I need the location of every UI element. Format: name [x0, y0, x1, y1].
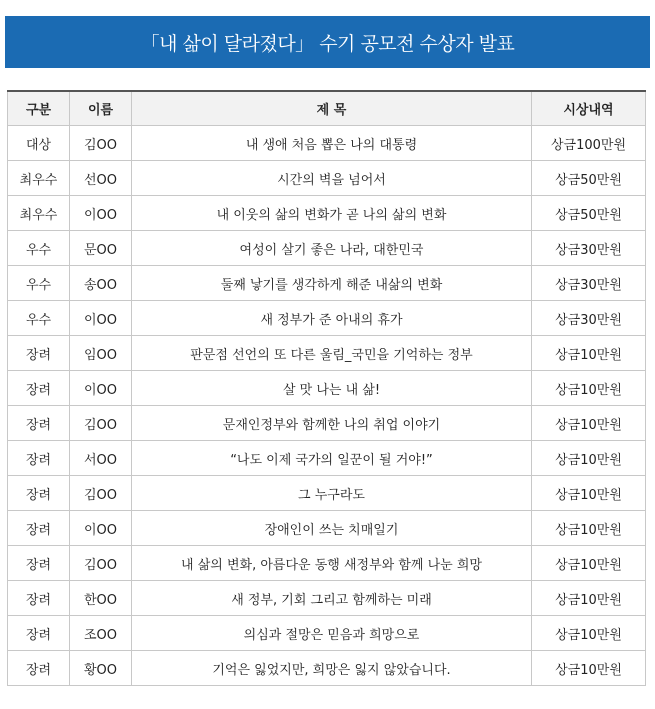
cell-name: 김OO: [70, 546, 132, 581]
table-row: [8, 616, 646, 651]
cell-prize: 상금10만원: [532, 476, 646, 511]
cell-title: 기억은 잃었지만, 희망은 잃지 않았습니다.: [132, 651, 532, 686]
cell-title: 내 생애 처음 뽑은 나의 대통령: [132, 126, 532, 161]
cell-title: 새 정부, 기회 그리고 함께하는 미래: [132, 581, 532, 616]
table-header-row: [8, 91, 646, 126]
cell-prize: 상금10만원: [532, 616, 646, 651]
cell-grade: 최우수: [8, 196, 70, 231]
cell-grade: 최우수: [8, 161, 70, 196]
column-header-prize: 시상내역: [532, 91, 646, 126]
table-header: [8, 91, 646, 126]
table-row: [8, 371, 646, 406]
cell-prize: 상금10만원: [532, 441, 646, 476]
cell-name: 임OO: [70, 336, 132, 371]
cell-name: 이OO: [70, 301, 132, 336]
column-header-name: 이름: [70, 91, 132, 126]
table-row: [8, 406, 646, 441]
cell-prize: 상금10만원: [532, 546, 646, 581]
cell-grade: 장려: [8, 581, 70, 616]
cell-title: “나도 이제 국가의 일꾼이 될 거야!”: [132, 441, 532, 476]
cell-grade: 장려: [8, 511, 70, 546]
cell-name: 김OO: [70, 126, 132, 161]
cell-title: 시간의 벽을 넘어서: [132, 161, 532, 196]
cell-grade: 우수: [8, 301, 70, 336]
cell-title: 살 맛 나는 내 삶!: [132, 371, 532, 406]
cell-name: 김OO: [70, 476, 132, 511]
cell-prize: 상금10만원: [532, 651, 646, 686]
winners-table: [7, 90, 646, 686]
page-title: 「내 삶이 달라졌다」 수기 공모전 수상자 발표: [140, 32, 515, 55]
table-row: [8, 441, 646, 476]
cell-prize: 상금30만원: [532, 231, 646, 266]
cell-prize: 상금100만원: [532, 126, 646, 161]
table-row: [8, 336, 646, 371]
cell-grade: 장려: [8, 546, 70, 581]
cell-grade: 대상: [8, 126, 70, 161]
cell-name: 선OO: [70, 161, 132, 196]
cell-prize: 상금30만원: [532, 266, 646, 301]
cell-grade: 장려: [8, 476, 70, 511]
page-title-banner: [5, 16, 650, 68]
cell-title: 문재인정부와 함께한 나의 취업 이야기: [132, 406, 532, 441]
cell-name: 이OO: [70, 511, 132, 546]
column-header-title: 제 목: [132, 91, 532, 126]
cell-grade: 장려: [8, 616, 70, 651]
cell-name: 이OO: [70, 196, 132, 231]
cell-grade: 장려: [8, 441, 70, 476]
cell-prize: 상금50만원: [532, 161, 646, 196]
cell-prize: 상금10만원: [532, 336, 646, 371]
cell-title: 내 삶의 변화, 아름다운 동행 새정부와 함께 나눈 희망: [132, 546, 532, 581]
table-body: [8, 126, 646, 686]
cell-title: 내 이웃의 삶의 변화가 곧 나의 삶의 변화: [132, 196, 532, 231]
cell-grade: 우수: [8, 266, 70, 301]
table-row: [8, 126, 646, 161]
cell-grade: 장려: [8, 336, 70, 371]
cell-title: 여성이 살기 좋은 나라, 대한민국: [132, 231, 532, 266]
table-row: [8, 511, 646, 546]
cell-title: 둘째 낳기를 생각하게 해준 내삶의 변화: [132, 266, 532, 301]
table-row: [8, 546, 646, 581]
table-row: [8, 196, 646, 231]
cell-title: 그 누구라도: [132, 476, 532, 511]
cell-title: 의심과 절망은 믿음과 희망으로: [132, 616, 532, 651]
table-row: [8, 476, 646, 511]
column-header-grade: 구분: [8, 91, 70, 126]
cell-prize: 상금10만원: [532, 406, 646, 441]
cell-name: 조OO: [70, 616, 132, 651]
cell-grade: 장려: [8, 406, 70, 441]
cell-grade: 장려: [8, 371, 70, 406]
cell-prize: 상금10만원: [532, 581, 646, 616]
cell-name: 송OO: [70, 266, 132, 301]
cell-prize: 상금10만원: [532, 371, 646, 406]
cell-prize: 상금10만원: [532, 511, 646, 546]
table-row: [8, 266, 646, 301]
cell-prize: 상금50만원: [532, 196, 646, 231]
table-row: [8, 581, 646, 616]
cell-name: 김OO: [70, 406, 132, 441]
cell-title: 판문점 선언의 또 다른 울림_국민을 기억하는 정부: [132, 336, 532, 371]
cell-name: 서OO: [70, 441, 132, 476]
cell-prize: 상금30만원: [532, 301, 646, 336]
cell-title: 새 정부가 준 아내의 휴가: [132, 301, 532, 336]
cell-grade: 우수: [8, 231, 70, 266]
table-row: [8, 301, 646, 336]
cell-name: 황OO: [70, 651, 132, 686]
cell-name: 문OO: [70, 231, 132, 266]
cell-title: 장애인이 쓰는 치매일기: [132, 511, 532, 546]
table-row: [8, 231, 646, 266]
table-row: [8, 161, 646, 196]
table-row: [8, 651, 646, 686]
cell-grade: 장려: [8, 651, 70, 686]
cell-name: 이OO: [70, 371, 132, 406]
cell-name: 한OO: [70, 581, 132, 616]
